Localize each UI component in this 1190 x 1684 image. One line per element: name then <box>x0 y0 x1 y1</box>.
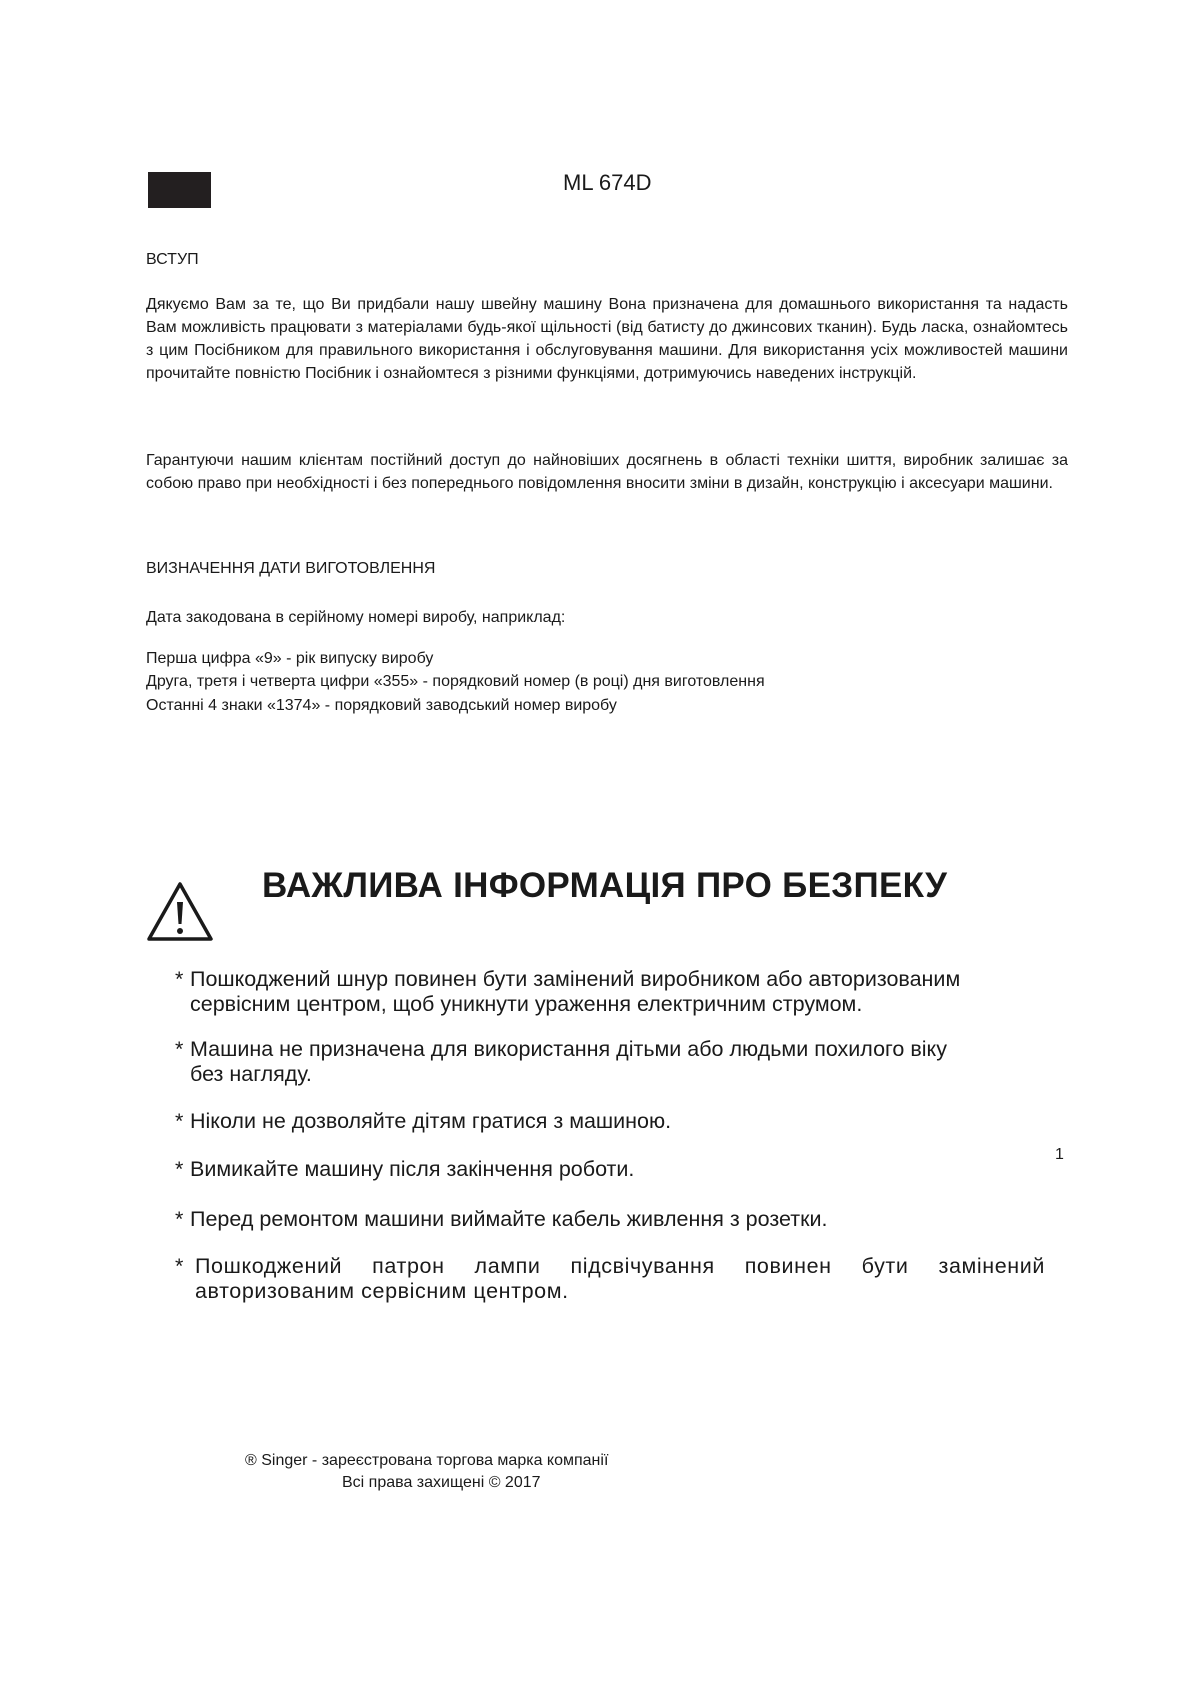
safety-item-text: Вимикайте машину після закінчення роботи. <box>190 1157 635 1181</box>
safety-item-text: Машина не призначена для використання дітьми або людьми похилого віку без нагляду. <box>190 1037 947 1086</box>
language-marker-box <box>148 172 211 208</box>
intro-paragraph-2 <box>146 449 1068 495</box>
safety-item <box>175 1157 1045 1182</box>
date-line-2: Друга, третя і четверта цифри «355» - порядковий номер (в році) дня виготовлення <box>146 673 765 690</box>
safety-title: ВАЖЛИВА ІНФОРМАЦІЯ ПРО БЕЗПЕКУ <box>262 866 948 905</box>
date-line-3: Останні 4 знаки «1374» - порядковий заводський номер виробу <box>146 697 617 714</box>
intro-paragraph-1 <box>146 293 1068 385</box>
bullet-star: * <box>175 1207 184 1231</box>
date-line-1: Перша цифра «9» - рік випуску виробу <box>146 650 434 667</box>
intro-paragraph-1-text: Дякуємо Вам за те, що Ви придбали нашу швейну машину Вона призначена для домашнього використання та надасть Вам можливість працювати з матеріалами будь-якої щільності (від батисту до джинсових тканин). Будь ласка, ознайомтесь з цим Посібником для правильного використання і обслуговування машини. Для використання усіх можливостей машини прочитайте повністю Посібник і ознайомтеся з різними функціями, дотримуючись наведених інструкцій. <box>146 296 1068 382</box>
copyright-note: Всі права захищені © 2017 <box>342 1474 541 1491</box>
intro-paragraph-2-text: Гарантуючи нашим клієнтам постійний доступ до найновіших досягнень в області техніки шиття, виробник залишає за собою право при необхідності і без попереднього повідомлення вносити зміни в дизайн, конструкцію і аксесуари машини. <box>146 452 1068 492</box>
safety-item <box>175 967 1045 1017</box>
safety-item-text: Перед ремонтом машини виймайте кабель живлення з розетки. <box>190 1207 828 1231</box>
intro-heading: ВСТУП <box>146 251 199 268</box>
safety-item-text: Пошкоджений шнур повинен бути замінений виробником або авторизованим сервісним центром, щоб уникнути ураження електричним струмом. <box>190 967 961 1016</box>
safety-item <box>175 1109 1045 1134</box>
date-intro: Дата закодована в серійному номері виробу, наприклад: <box>146 609 566 626</box>
date-heading: ВИЗНАЧЕННЯ ДАТИ ВИГОТОВЛЕННЯ <box>146 560 436 577</box>
bullet-star: * <box>175 1157 184 1181</box>
bullet-star: * <box>175 1254 184 1278</box>
bullet-star: * <box>175 1109 184 1133</box>
safety-item <box>175 1207 1045 1232</box>
safety-item-text: Пошкоджений патрон лампи підсвічування повинен бути замінений авторизованим сервісним центром. <box>195 1254 1045 1303</box>
page-number: 1 <box>1055 1146 1064 1163</box>
model-title: ML 674D <box>563 170 652 195</box>
bullet-star: * <box>175 967 184 991</box>
bullet-star: * <box>175 1037 184 1061</box>
safety-item <box>175 1037 975 1087</box>
safety-item <box>175 1254 1045 1304</box>
safety-item-text: Ніколи не дозволяйте дітям гратися з машиною. <box>190 1109 672 1133</box>
trademark-note: ® Singer - зареєстрована торгова марка компанії <box>245 1452 609 1469</box>
warning-icon <box>146 880 214 942</box>
